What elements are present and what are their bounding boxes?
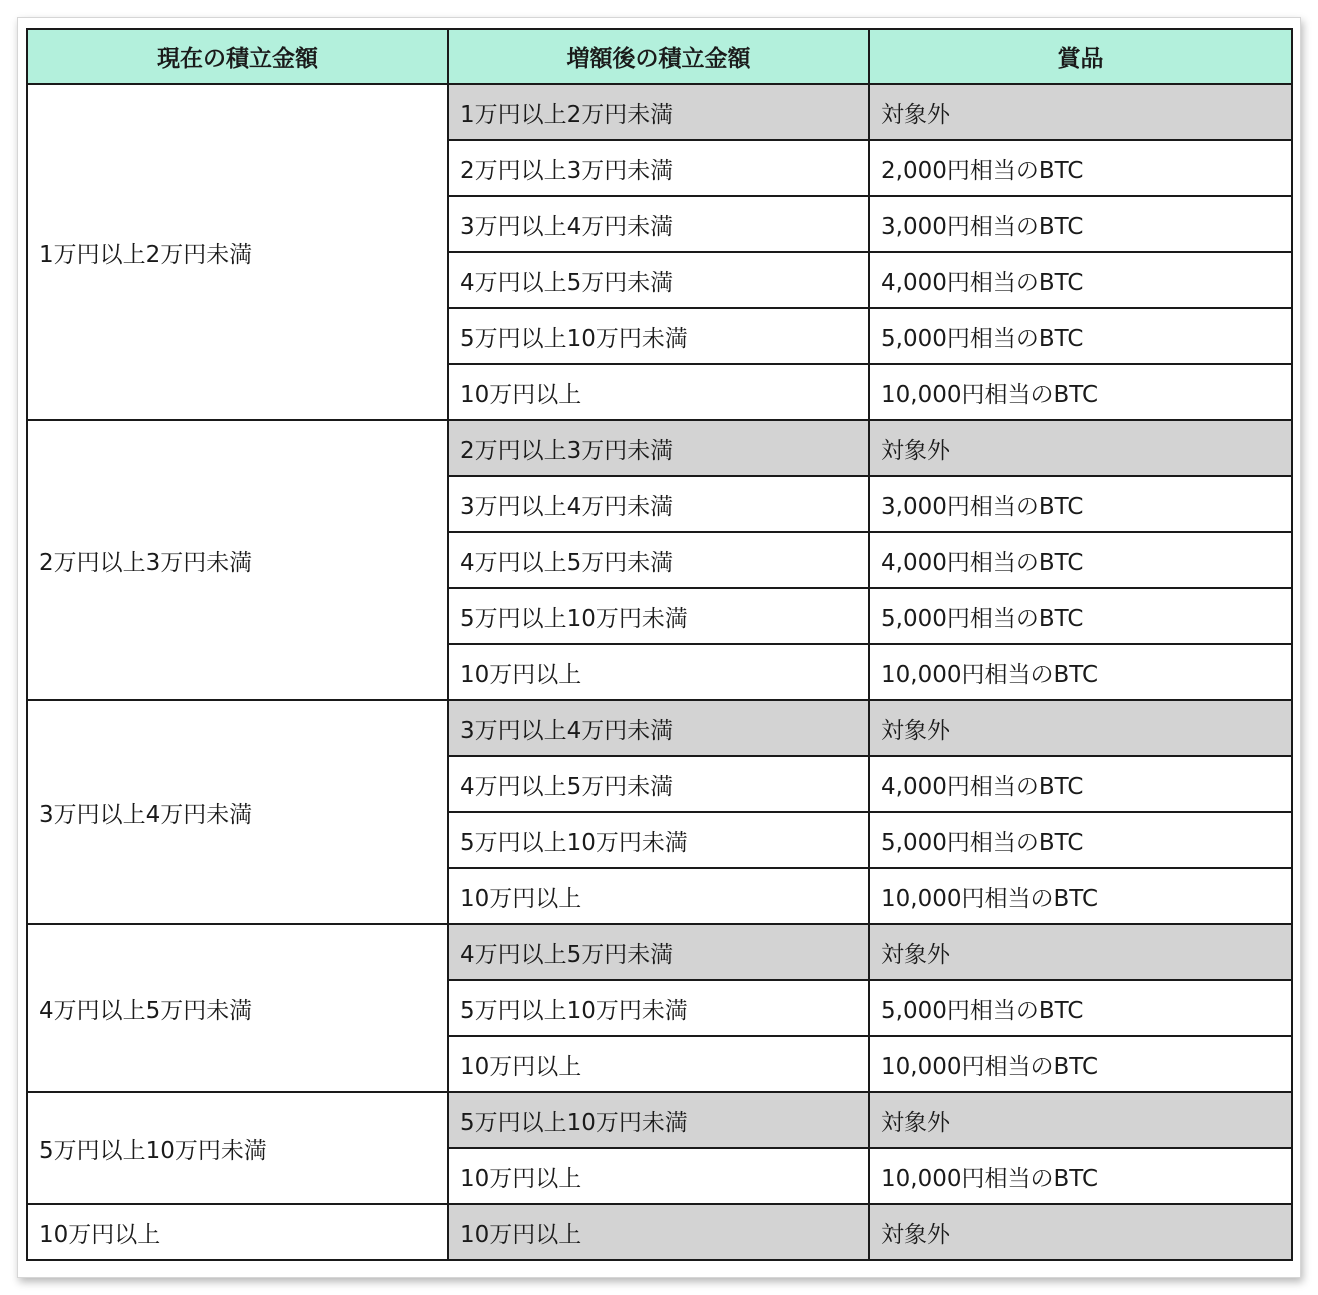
prize-cell: 対象外 <box>869 1204 1292 1260</box>
prize-cell: 対象外 <box>869 84 1292 140</box>
prize-cell: 5,000円相当のBTC <box>869 308 1292 364</box>
table-body <box>27 84 1292 1260</box>
current-amount-cell: 4万円以上5万円未満 <box>27 924 448 1092</box>
increased-amount-cell: 3万円以上4万円未満 <box>448 700 869 756</box>
increased-amount-cell: 10万円以上 <box>448 644 869 700</box>
prize-cell: 対象外 <box>869 1092 1292 1148</box>
header-increased-amount: 増額後の積立金額 <box>448 29 869 84</box>
current-amount-cell: 3万円以上4万円未満 <box>27 700 448 924</box>
prize-cell: 対象外 <box>869 924 1292 980</box>
table-row <box>27 1092 1292 1148</box>
increased-amount-cell: 10万円以上 <box>448 1036 869 1092</box>
prize-cell: 2,000円相当のBTC <box>869 140 1292 196</box>
prize-table <box>26 28 1293 1261</box>
increased-amount-cell: 1万円以上2万円未満 <box>448 84 869 140</box>
increased-amount-cell: 5万円以上10万円未満 <box>448 308 869 364</box>
current-amount-cell: 5万円以上10万円未満 <box>27 1092 448 1204</box>
increased-amount-cell: 10万円以上 <box>448 364 869 420</box>
prize-cell: 3,000円相当のBTC <box>869 476 1292 532</box>
increased-amount-cell: 5万円以上10万円未満 <box>448 1092 869 1148</box>
table-row <box>27 700 1292 756</box>
current-amount-cell: 10万円以上 <box>27 1204 448 1260</box>
increased-amount-cell: 4万円以上5万円未満 <box>448 756 869 812</box>
prize-cell: 5,000円相当のBTC <box>869 588 1292 644</box>
increased-amount-cell: 4万円以上5万円未満 <box>448 252 869 308</box>
increased-amount-cell: 4万円以上5万円未満 <box>448 924 869 980</box>
table-row <box>27 420 1292 476</box>
header-current-amount: 現在の積立金額 <box>27 29 448 84</box>
increased-amount-cell: 2万円以上3万円未満 <box>448 140 869 196</box>
prize-cell: 対象外 <box>869 700 1292 756</box>
prize-cell: 5,000円相当のBTC <box>869 980 1292 1036</box>
increased-amount-cell: 4万円以上5万円未満 <box>448 532 869 588</box>
increased-amount-cell: 5万円以上10万円未満 <box>448 588 869 644</box>
table-row <box>27 1204 1292 1260</box>
prize-cell: 4,000円相当のBTC <box>869 252 1292 308</box>
prize-cell: 10,000円相当のBTC <box>869 1148 1292 1204</box>
table-row <box>27 84 1292 140</box>
increased-amount-cell: 10万円以上 <box>448 1148 869 1204</box>
prize-cell: 10,000円相当のBTC <box>869 1036 1292 1092</box>
increased-amount-cell: 3万円以上4万円未満 <box>448 476 869 532</box>
current-amount-cell: 1万円以上2万円未満 <box>27 84 448 420</box>
prize-cell: 10,000円相当のBTC <box>869 868 1292 924</box>
increased-amount-cell: 2万円以上3万円未満 <box>448 420 869 476</box>
prize-cell: 4,000円相当のBTC <box>869 532 1292 588</box>
current-amount-cell: 2万円以上3万円未満 <box>27 420 448 700</box>
increased-amount-cell: 5万円以上10万円未満 <box>448 980 869 1036</box>
prize-cell: 対象外 <box>869 420 1292 476</box>
table-row <box>27 924 1292 980</box>
prize-cell: 5,000円相当のBTC <box>869 812 1292 868</box>
prize-cell: 10,000円相当のBTC <box>869 644 1292 700</box>
prize-cell: 3,000円相当のBTC <box>869 196 1292 252</box>
increased-amount-cell: 5万円以上10万円未満 <box>448 812 869 868</box>
prize-cell: 10,000円相当のBTC <box>869 364 1292 420</box>
header-prize: 賞品 <box>869 29 1292 84</box>
increased-amount-cell: 3万円以上4万円未満 <box>448 196 869 252</box>
header-row <box>27 29 1292 84</box>
increased-amount-cell: 10万円以上 <box>448 868 869 924</box>
prize-cell: 4,000円相当のBTC <box>869 756 1292 812</box>
increased-amount-cell: 10万円以上 <box>448 1204 869 1260</box>
